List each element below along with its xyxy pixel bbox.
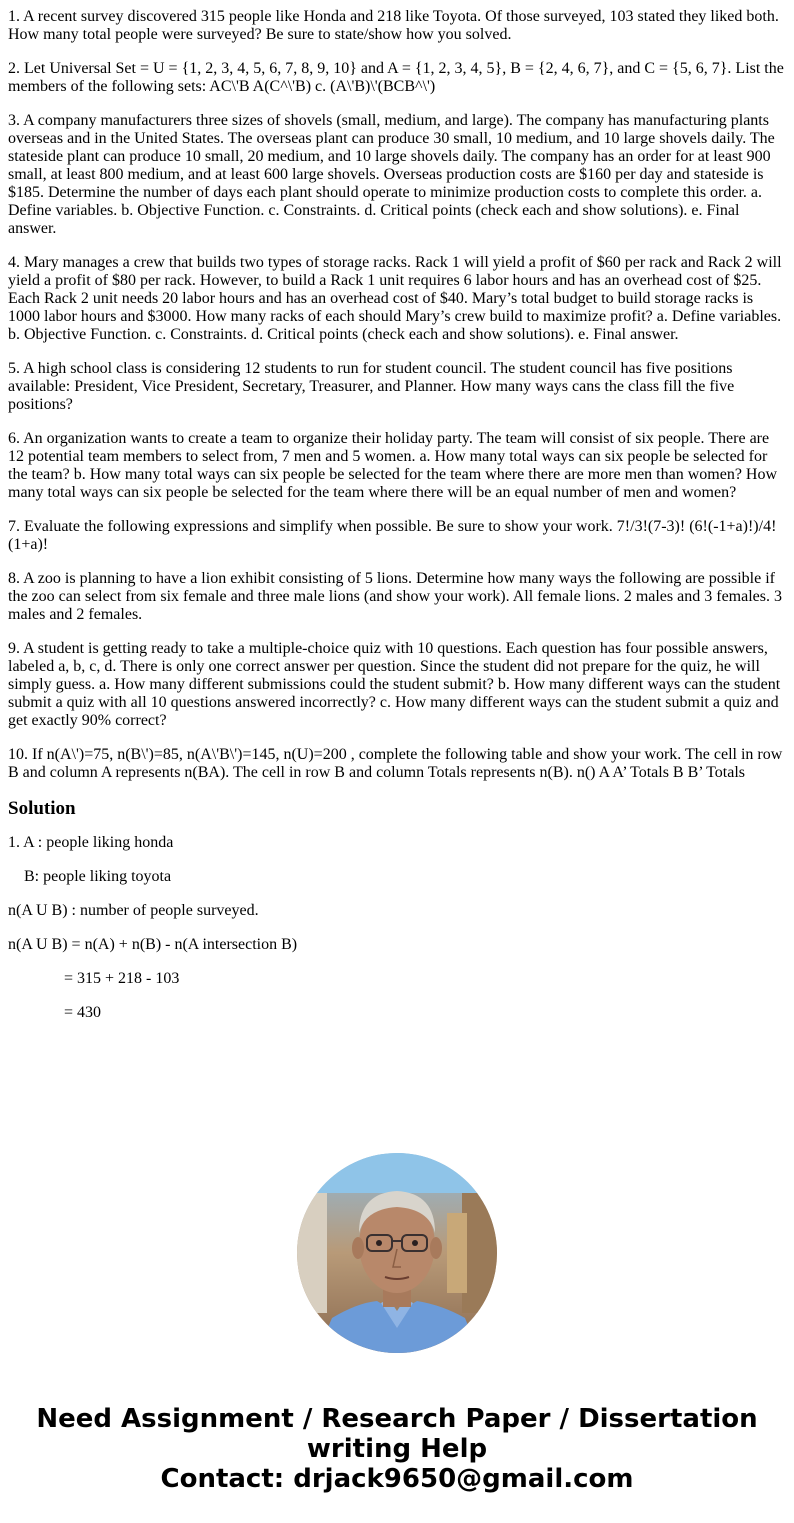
question-3: 3. A company manufacturers three sizes of shovels (small, medium, and large). The company has manufacturing plants overseas and in the United States. The overseas plant can produce 30 small, 10 medium, and 10 large shovels daily. The stateside plant can produce 10 small, 20 medium, and 10 large shovels daily. The company has an order for at least 900 small, at least 800 medium, and at least 600 large shovels. Overseas production costs are $160 per day and stateside is $185. Determine the number of days each plant should operate to minimize production costs to complete this order. a. Define variables. b. Objective Function. c. Constraints. d. Critical points (check each and show solutions). e. Final answer. xyxy=(8,112,775,237)
banner-line-2: writing Help xyxy=(306,1434,488,1464)
banner-contact-line: Contact: drjack9650@gmail.com xyxy=(160,1464,634,1494)
assignment-help-banner xyxy=(0,1404,794,1494)
question-7: 7. Evaluate the following expressions and simplify when possible. Be sure to show your work. 7!/3!(7-3)! (6!(-1+a)!)/4!(1+a)! xyxy=(8,518,777,553)
author-portrait-image xyxy=(297,1153,497,1353)
solution-heading: Solution xyxy=(8,798,76,819)
question-4: 4. Mary manages a crew that builds two types of storage racks. Rack 1 will yield a profit of $60 per rack and Rack 2 will yield a profit of $80 per rack. However, to build a Rack 1 unit requires 6 labor hours and has an overhead cost of $25. Each Rack 2 unit needs 20 labor hours and has an overhead cost of $40. Mary’s total budget to build storage racks is 1000 labor hours and $3000. How many racks of each should Mary’s crew build to maximize profit? a. Define variables. b. Objective Function. c. Constraints. d. Critical points (check each and show solutions). e. Final answer. xyxy=(8,254,782,343)
question-8: 8. A zoo is planning to have a lion exhibit consisting of 5 lions. Determine how many ways the following are possible if the zoo can select from six female and three male lions (and show your work). All female lions. 2 males and 3 females. 3 males and 2 females. xyxy=(8,570,782,623)
solution-line-2: B: people liking toyota xyxy=(24,868,172,885)
question-9: 9. A student is getting ready to take a multiple-choice quiz with 10 questions. Each question has four possible answers, labeled a, b, c, d. There is only one correct answer per question. Since the student did not prepare for the quiz, he will simply guess. a. How many different submissions could the student submit? b. How many different ways can the student submit a quiz with all 10 questions answered incorrectly? c. How many different ways can the student submit a quiz and get exactly 90% correct? xyxy=(8,640,781,729)
solution-line-4: n(A U B) = n(A) + n(B) - n(A intersection B) xyxy=(8,936,298,953)
question-1: 1. A recent survey discovered 315 people like Honda and 218 like Toyota. Of those surveyed, 103 stated they liked both. How many total people were surveyed? Be sure to state/show how you solved. xyxy=(8,8,779,43)
solution-line-5: = 315 + 218 - 103 xyxy=(64,970,180,987)
author-avatar xyxy=(297,1153,497,1353)
question-2: 2. Let Universal Set = U = {1, 2, 3, 4, 5, 6, 7, 8, 9, 10} and A = {1, 2, 3, 4, 5}, B = {2, 4, 6, 7}, and C = {5, 6, 7}. List the members of the following sets: AC\'B A(C^\'B) c. (A\'B)\'(BCB^\') xyxy=(8,60,784,95)
banner-line-1: Need Assignment / Research Paper / Dissertation xyxy=(36,1404,758,1434)
solution-line-1: 1. A : people liking honda xyxy=(8,834,174,851)
solution-line-6: = 430 xyxy=(64,1004,102,1021)
question-5: 5. A high school class is considering 12 students to run for student council. The student council has five positions available: President, Vice President, Secretary, Treasurer, and Planner. How many ways cans the class fill the five positions? xyxy=(8,360,735,413)
question-6: 6. An organization wants to create a team to organize their holiday party. The team will consist of six people. There are 12 potential team members to select from, 7 men and 5 women. a. How many total ways can six people be selected for the team? b. How many total ways can six people be selected for the team where there are more men than women? How many total ways can six people be selected for the team where there will be an equal number of men and women? xyxy=(8,430,778,501)
solution-line-3: n(A U B) : number of people surveyed. xyxy=(8,902,259,919)
question-10: 10. If n(A\')=75, n(B\')=85, n(A\'B\')=145, n(U)=200 , complete the following table and show your work. The cell in row B and column A represents n(BA). The cell in row B and column Totals represents n(B). n() A A’ Totals B B’ Totals xyxy=(8,746,783,781)
